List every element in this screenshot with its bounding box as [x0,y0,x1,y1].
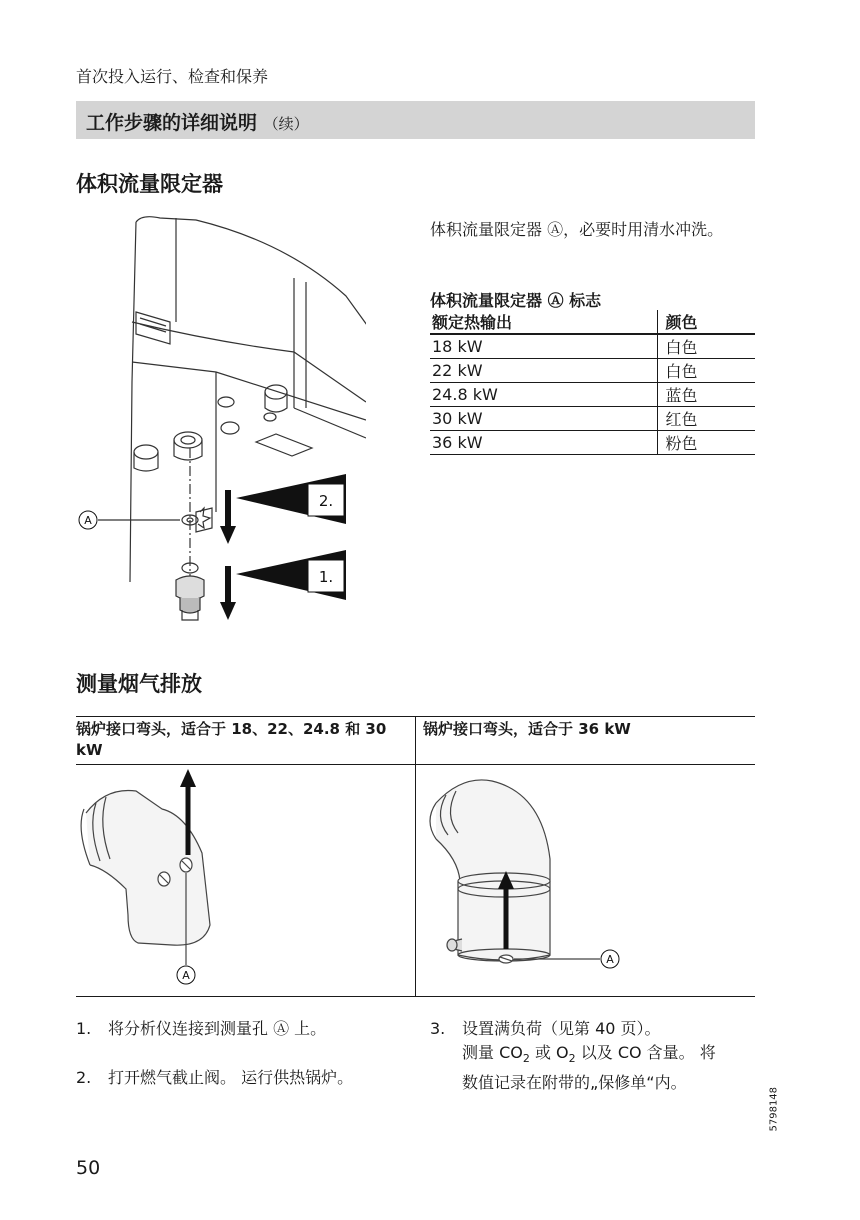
table-cell-output: 24.8 kW [430,383,657,407]
col2-heading: 锅炉接口弯头，适合于 36 kW [423,720,631,738]
step-2-number: 2. [76,1068,92,1087]
col1-heading: 锅炉接口弯头，适合于 18、22、24.8 和 30 kW [76,720,387,759]
grid-divider-vertical [415,717,416,996]
table-header-color: 颜色 [657,310,755,334]
step-3-number: 3. [430,1019,446,1038]
volume-limiter-description: 体积流量限定器 Ⓐ，必要时用清水冲洗。 [430,220,724,239]
table-cell-output: 36 kW [430,431,657,455]
step-3-line3: 数值记录在附带的„保修单“内。 [462,1073,687,1093]
table-row [430,431,755,455]
document-number: 5798148 [768,1086,780,1132]
step-1-text: 将分析仪连接到测量孔 Ⓐ 上。 [108,1019,327,1038]
volume-limiter-heading: 体积流量限定器 [76,172,223,196]
table-cell-color: 蓝色 [657,383,755,407]
step-3-line2 [462,1041,755,1071]
step-2 [76,1066,406,1090]
callout-a: A [84,514,92,527]
grid-divider-horizontal [76,764,755,765]
section-title [86,108,309,135]
step-1 [76,1017,406,1041]
step1-marker: 1. [318,568,334,586]
table-row [430,383,755,407]
table-header-row [430,310,755,334]
table-cell-color: 红色 [657,407,755,431]
table-row [430,359,755,383]
table-cell-output: 22 kW [430,359,657,383]
flue-heading: 测量烟气排放 [76,672,202,696]
step-3-o2-label: 或 O [529,1043,569,1062]
callout-a: A [182,969,190,982]
section-continued: （续） [263,115,309,133]
callout-a: A [606,953,614,966]
step-3-co2-label: 测量 CO [462,1043,523,1062]
section-title-text: 工作步骤的详细说明 [86,112,258,134]
step-3-line1: 设置满负荷（见第 40 页）。 [462,1019,661,1038]
table-caption: 体积流量限定器 Ⓐ 标志 [430,291,602,310]
elbow-illustration-small [76,769,306,991]
step-2-text: 打开燃气截止阀。 运行供热锅炉。 [108,1068,354,1087]
page-number: 50 [76,1157,101,1179]
volume-limiter-illustration [76,212,366,632]
elbow-illustration-large [422,769,752,991]
table-cell-output: 30 kW [430,407,657,431]
step-1-number: 1. [76,1019,92,1038]
co2-subscript: 2 [522,1052,530,1066]
table-header-output: 额定热输出 [430,310,657,334]
flue-elbow-grid [76,716,755,997]
table-cell-color: 粉色 [657,431,755,455]
flow-limiter-table [430,310,755,455]
o2-subscript: 2 [568,1052,576,1066]
table-cell-color: 白色 [657,334,755,359]
step2-marker: 2. [318,492,334,510]
chapter-title: 首次投入运行、检查和保养 [76,67,269,86]
step-3 [430,1017,755,1095]
table-cell-output: 18 kW [430,334,657,359]
table-row [430,334,755,359]
table-row [430,407,755,431]
table-cell-color: 白色 [657,359,755,383]
step-3-line2-end: 以及 CO 含量。 将 [575,1043,716,1062]
